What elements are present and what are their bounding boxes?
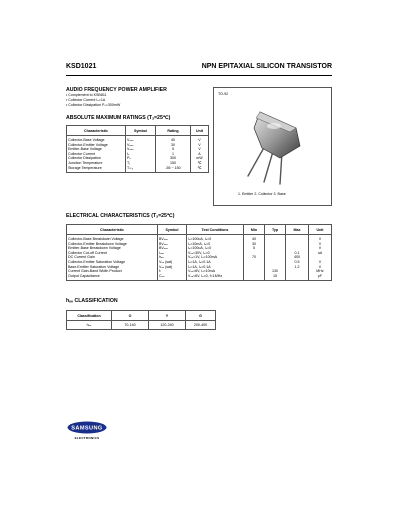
- characteristic-cell: Collector-Base Voltage Collector-Emitter Voltage Emitter-Base Voltage Collector Current Collector Dissipation Junction Temperature Storage Temperature: [67, 136, 126, 173]
- col-g: G: [186, 311, 216, 321]
- hfe-title: hₑₑ CLASSIFICATION: [66, 298, 118, 304]
- col-characteristic: Characteristic: [67, 126, 126, 136]
- col-classification: Classification: [67, 311, 112, 321]
- table-row: [67, 235, 332, 281]
- unit-cell: V V V uA V V MHz pF: [309, 235, 332, 281]
- hfe-table: [66, 310, 216, 330]
- col-y: Y: [149, 311, 186, 321]
- table-header-row: [67, 126, 209, 136]
- part-number: KSD1021: [66, 63, 97, 70]
- elec-table: [66, 224, 332, 281]
- col-symbol: Symbol: [158, 225, 187, 235]
- hfe-g-value: 200-400: [186, 321, 216, 330]
- max-cell: 0.1 400 0.5 1.2: [286, 235, 309, 281]
- feature-item: • Collector Current Iₔ=1A: [66, 98, 106, 102]
- hfe-y-value: 120-240: [149, 321, 186, 330]
- table-header-row: [67, 225, 332, 235]
- col-min: Min: [244, 225, 265, 235]
- col-o: O: [112, 311, 149, 321]
- logo-text: SAMSUNG: [71, 425, 103, 432]
- feature-item: • Collector Dissipation Pₔ=300mW: [66, 103, 121, 107]
- rating-cell: 40 30 5 1 300 150 -55 ~ 150: [156, 136, 191, 173]
- elec-title: ELECTRICAL CHARACTERISTICS (Tₐ=25℃): [66, 213, 175, 219]
- hfe-o-value: 70-140: [112, 321, 149, 330]
- col-characteristic: Characteristic: [67, 225, 158, 235]
- min-cell: 40 30 5 70: [244, 235, 265, 281]
- symbol-cell: Vₔₐₒ Vₔₑₒ Vₑₐₒ Iₔ Pₔ Tⱼ Tₛₜ₉: [126, 136, 156, 173]
- col-rating: Rating: [156, 126, 191, 136]
- header-rule: [66, 75, 332, 76]
- table-row: [67, 321, 216, 330]
- table-header-row: [67, 311, 216, 321]
- characteristic-cell: Collector-Base Breakdown Voltage Collector-Emitter Breakdown Voltage Emitter-Base Breakdown Voltage Collector Cut-off Current DC Current Gain Collector-Emitter Saturation Voltage Base-Emitter Saturation Voltage Current Gain-Band Width Product Output Capacitance: [67, 235, 158, 281]
- logo-subtext: ELECTRONICS: [74, 436, 100, 440]
- typ-cell: 130 15: [265, 235, 286, 281]
- symbol-cell: BVₔₐₒ BVₔₑₒ BVₑₐₒ Iₔₐₒ hₑₑ Vₔₑ (sat) Vₐₑ (sat) fₜ Cₒₐ: [158, 235, 187, 281]
- package-box: [213, 87, 332, 206]
- test-conditions-cell: Iₔ=100uA, Iₑ=0 Iₔ=10mA, Iₐ=0 Iₑ=100uA, Iₔ=0 Vₔₐ=30V, Iₑ=0 Vₔₑ=1V, Iₔ=100mA Iₔ=1A, Iₐ=0.1A Iₔ=1A, Iₐ=0.1A Vₔₑ=6V, Iₔ=10mA Vₔₐ=6V, Iₑ=0, f=1MHz: [187, 235, 244, 281]
- package-name: TO-92: [218, 92, 229, 96]
- abs-max-title: ABSOLUTE MAXIMUM RATINGS (Tₐ=25℃): [66, 115, 171, 121]
- col-typ: Typ: [265, 225, 286, 235]
- abs-max-table: [66, 125, 209, 173]
- col-max: Max: [286, 225, 309, 235]
- row-label: hₑₑ: [67, 321, 112, 330]
- col-unit: Unit: [309, 225, 332, 235]
- feature-list: [66, 93, 120, 108]
- unit-cell: V V V A mW ℃ ℃: [191, 136, 209, 173]
- application-title: AUDIO FREQUENCY POWER AMPLIFIER: [66, 87, 167, 93]
- device-type: NPN EPITAXIAL SILICON TRANSISTOR: [201, 63, 332, 70]
- samsung-logo: [67, 421, 107, 434]
- pin-note: 1. Emitter 2. Collector 3. Base: [238, 192, 286, 196]
- col-unit: Unit: [191, 126, 209, 136]
- to92-package-drawing: [234, 102, 319, 187]
- feature-item: • Complement to KSB811: [66, 93, 107, 97]
- table-row: [67, 136, 209, 173]
- col-symbol: Symbol: [126, 126, 156, 136]
- col-test-conditions: Test Conditions: [187, 225, 244, 235]
